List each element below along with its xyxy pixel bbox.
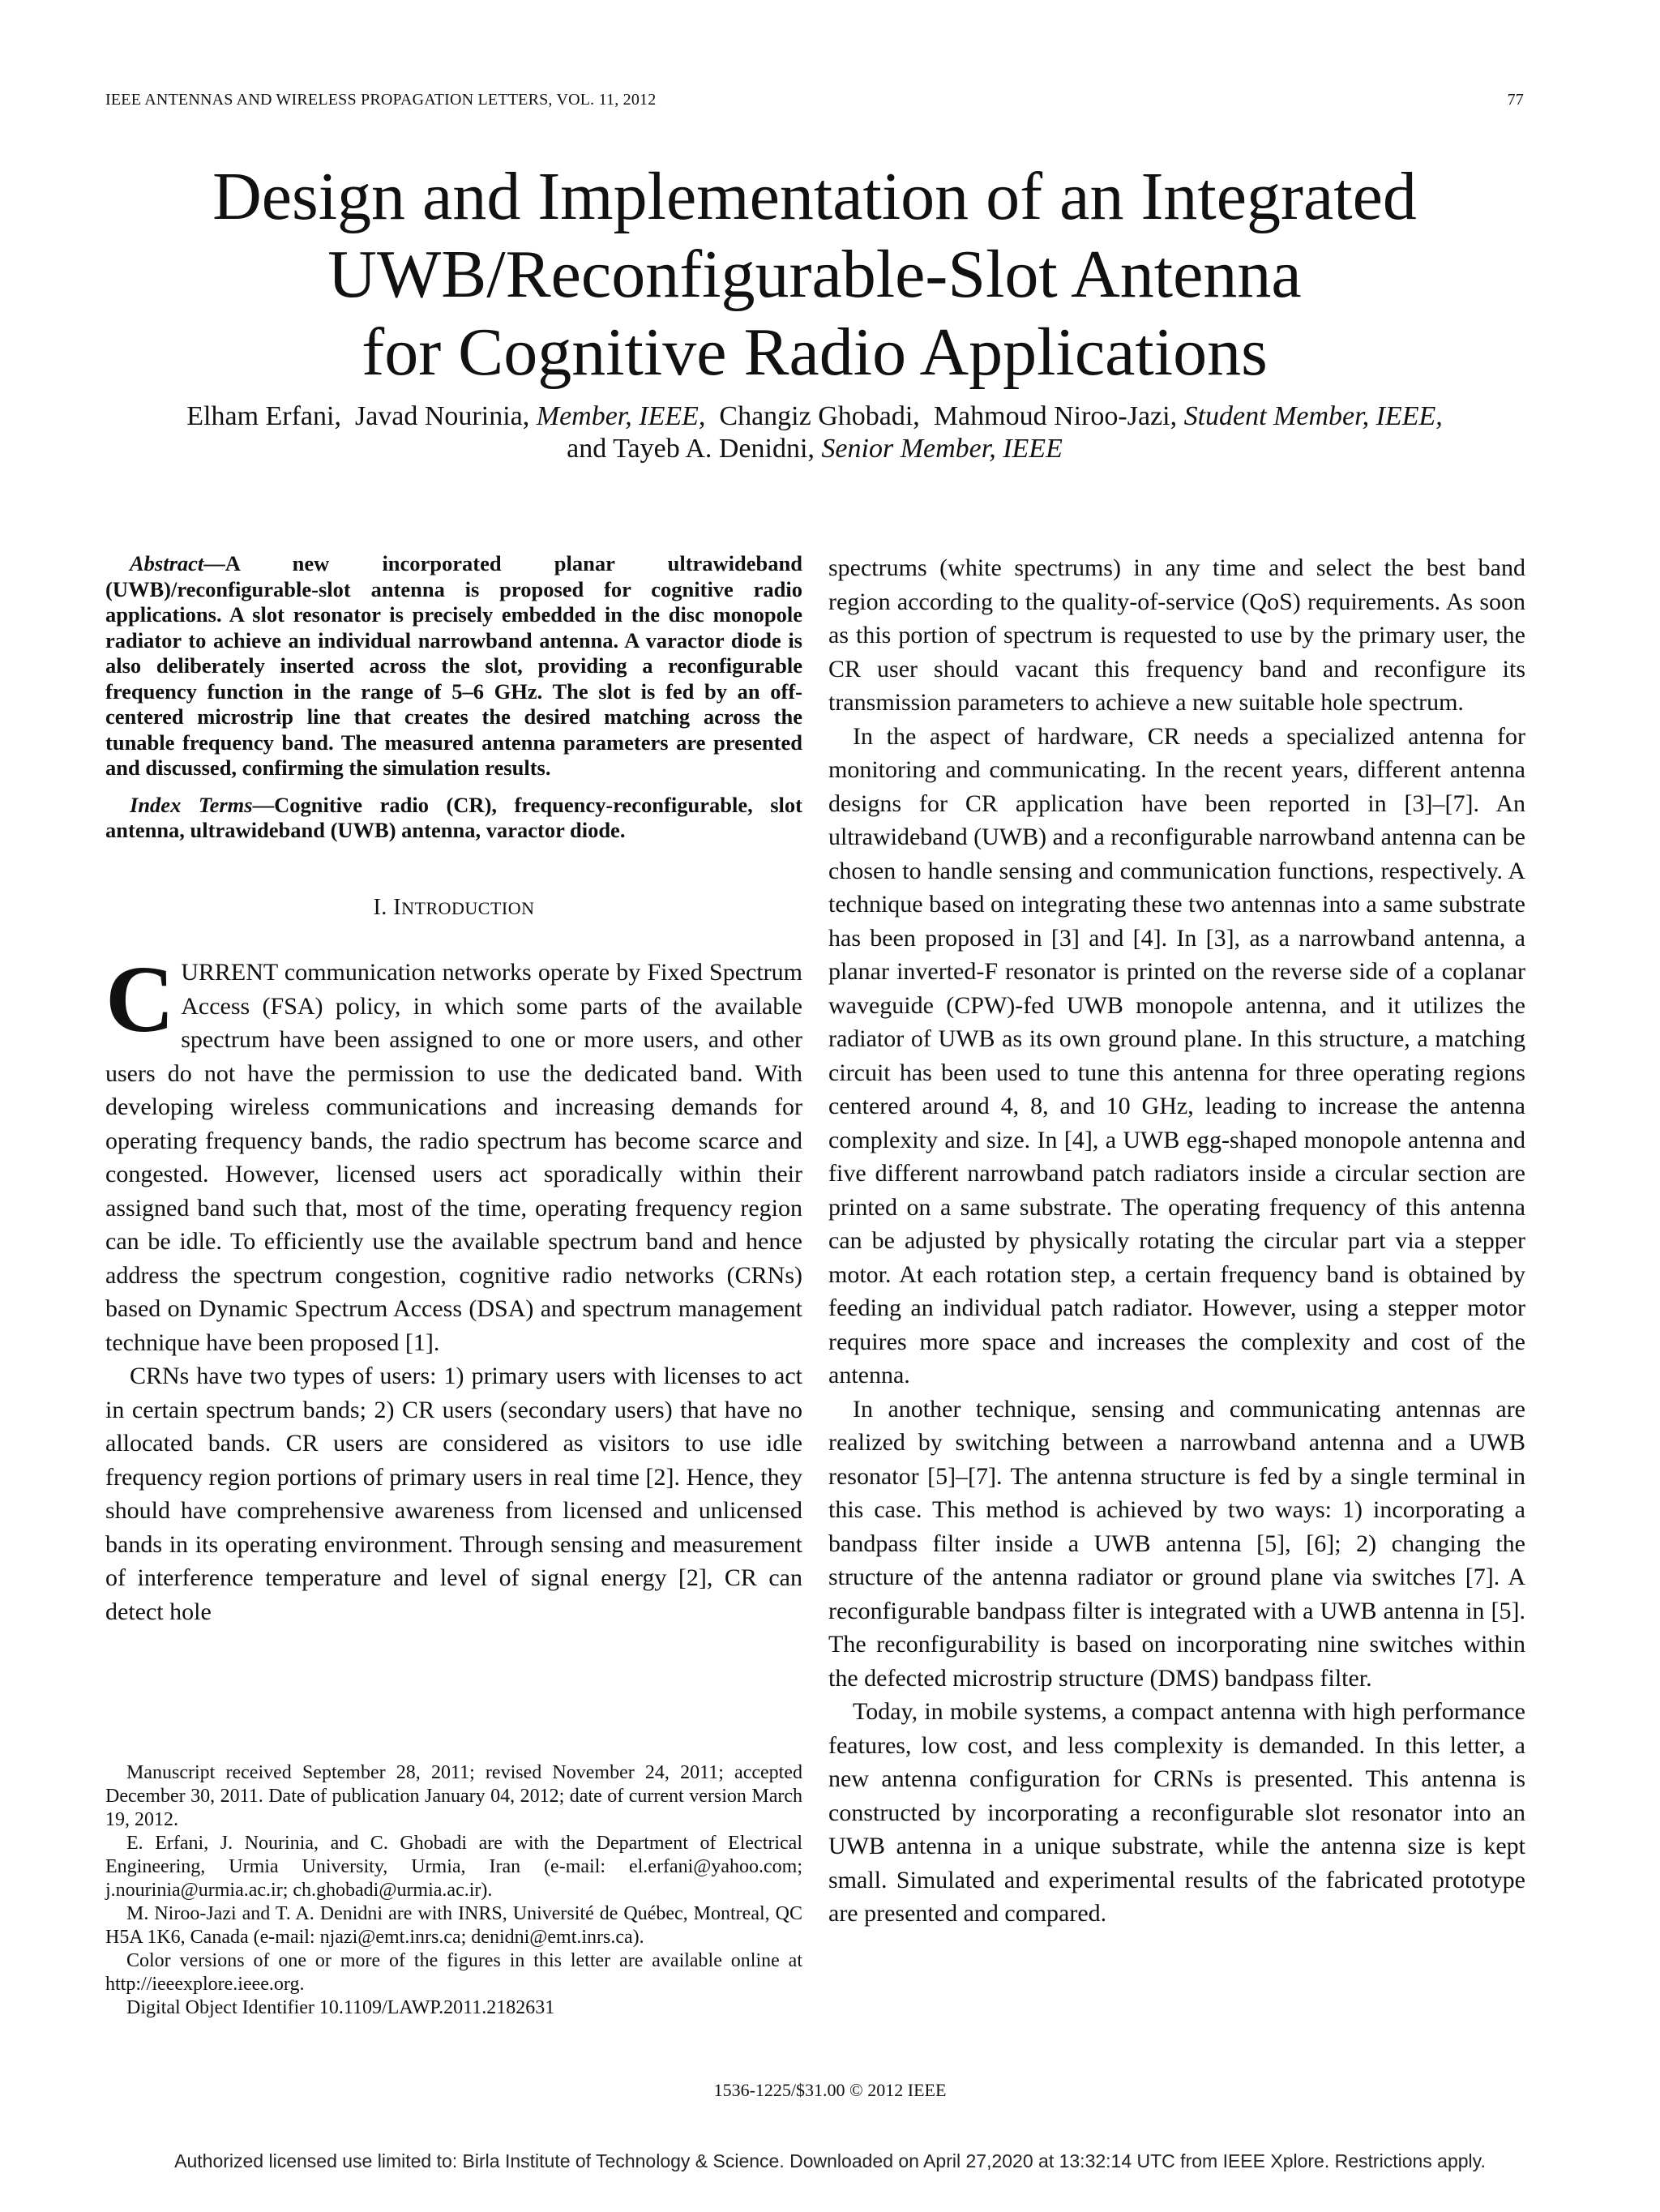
footnotes	[105, 1761, 802, 2020]
copyright-line: 1536-1225/$31.00 © 2012 IEEE	[713, 2080, 947, 2100]
author-name: Mahmoud Niroo-Jazi,	[933, 401, 1178, 431]
index-terms	[105, 793, 802, 844]
footnote-doi: Digital Object Identifier 10.1109/LAWP.2011.2182631	[126, 1997, 555, 2018]
author-line-1	[105, 400, 1524, 433]
drop-cap: C	[105, 946, 175, 1052]
page-number: 77	[1507, 91, 1524, 109]
intro-paragraph-1-text: communication networks operate by Fixed Spectrum Access (FSA) policy, in which some parts of the available spectrum have been assigned to one or more users, and other users do not have the permission to use the dedicated band. With developing wireless communications and increasing demands for operating frequency bands, the radio spectrum has become scarce and congested. However, licensed users act sporadically within their assigned band such that, most of the time, operating frequency region can be idle. To efficiently use the available spectrum band and hence address the spectrum congestion, cognitive radio networks (CRNs) based on Dynamic Spectrum Access (DSA) and spectrum management technique have been proposed [1].	[105, 959, 802, 1356]
section-numeral: I.	[373, 894, 387, 920]
author-list	[105, 400, 1524, 465]
abstract-label: Abstract	[130, 551, 204, 575]
abstract-paragraph	[105, 551, 802, 781]
author-affiliation: Senior Member, IEEE	[821, 434, 1063, 464]
intro-paragraph-1	[105, 946, 802, 1359]
right-paragraph-4: Today, in mobile systems, a compact antenna with high performance features, low cost, and less complexity is demanded. In this letter, a new antenna configuration for CRNs is presented. This antenna is constructed by incorporating a reconfigurable slot resonator into an UWB antenna in a unique substrate, while the antenna size is kept small. Simulated and experimental results of the fabricated prototype are presented and compared.	[828, 1698, 1525, 1927]
abstract-text: —A new incorporated planar ultrawideband (UWB)/reconfigurable-slot antenna is proposed for cognitive radio applications. A slot resonator is precisely embedded in the disc monopole radiator to achieve an individual narrowband antenna. A varactor diode is also deliberately inserted across the slot, providing a reconfigurable frequency function in the range of 5–6 GHz. The slot is fed by an off-centered microstrip line that creates the desired matching across the tunable frequency band. The measured antenna parameters are presented and discussed, confirming the simulation results.	[105, 551, 802, 780]
paper-title	[105, 158, 1524, 391]
author-affiliation: Member, IEEE,	[536, 401, 706, 431]
right-column	[828, 551, 1525, 1931]
footnote-affiliation-2: M. Niroo-Jazi and T. A. Denidni are with INRS, Université de Québec, Montreal, QC H5A 1K6, Canada (e-mail: njazi@emt.inrs.ca; denidni@emt.inrs.ca).	[105, 1903, 802, 1948]
lead-word: URRENT	[181, 959, 278, 986]
section-first-letter: I	[393, 894, 402, 920]
license-banner: Authorized licensed use limited to: Birla Institute of Technology & Science. Downloaded on April 27,2020 at 13:32:14 UTC from IEEE Xplore. Restrictions apply.	[174, 2150, 1486, 2171]
title-line-1: Design and Implementation of an Integrated	[212, 159, 1417, 234]
author-name: Elham Erfani,	[186, 401, 341, 431]
author-affiliation: Student Member, IEEE,	[1183, 401, 1443, 431]
footnote-manuscript: Manuscript received September 28, 2011; revised November 24, 2011; accepted December 30, 2011. Date of publication January 04, 2012; date of current version March 19, 2012.	[105, 1762, 802, 1830]
right-paragraph-1: spectrums (white spectrums) in any time and select the best band region according to the quality-of-service (QoS) requirements. As soon as this portion of spectrum is requested to use by the primary user, the CR user should vacant this frequency band and reconfigure its transmission parameters to achieve a new suitable hole spectrum.	[828, 554, 1525, 716]
index-terms-text: —Cognitive radio (CR), frequency-reconfigurable, slot antenna, ultrawideband (UWB) antenna, varactor diode.	[105, 792, 802, 842]
intro-paragraph-2: CRNs have two types of users: 1) primary users with licenses to act in certain spectrum bands; 2) CR users (secondary users) that have no allocated bands. CR users are considered as visitors to use idle frequency region portions of primary users in real time [2]. Hence, they should have comprehensive awareness from licensed and unlicensed bands in its operating environment. Through sensing and measurement of interference temperature and level of signal energy [2], CR can detect hole	[105, 1363, 802, 1625]
index-terms-label: Index Terms	[130, 792, 253, 817]
section-heading-introduction	[105, 891, 802, 926]
title-line-3: for Cognitive Radio Applications	[362, 314, 1268, 390]
author-line-2	[105, 433, 1524, 465]
footnote-color: Color versions of one or more of the figures in this letter are available online at http://ieeexplore.ieee.org.	[105, 1950, 802, 1995]
section-title-rest: NTRODUCTION	[401, 897, 535, 918]
author-name: Javad Nourinia,	[354, 401, 530, 431]
author-name: and Tayeb A. Denidni,	[567, 434, 815, 464]
title-line-2: UWB/Reconfigurable-Slot Antenna	[327, 237, 1302, 312]
journal-name: IEEE ANTENNAS AND WIRELESS PROPAGATION LETTERS, VOL. 11, 2012	[105, 91, 657, 109]
footnote-affiliation-1: E. Erfani, J. Nourinia, and C. Ghobadi are with the Department of Electrical Engineering, Urmia University, Urmia, Iran (e-mail: el.erfani@yahoo.com; j.nourinia@urmia.ac.ir; ch.ghobadi@urmia.ac.ir).	[105, 1833, 802, 1901]
left-column	[105, 551, 802, 1628]
right-paragraph-2: In the aspect of hardware, CR needs a specialized antenna for monitoring and communicating. In the recent years, different antenna designs for CR application have been reported in [3]–[7]. An ultrawideband (UWB) and a reconfigurable narrowband antenna can be chosen to handle sensing and communication functions, respectively. A technique based on integrating these two antennas into a same substrate has been proposed in [3] and [4]. In [3], as a narrowband antenna, a planar inverted-F resonator is printed on the reverse side of a coplanar waveguide (CPW)-fed UWB monopole antenna, and it utilizes the radiator of UWB as its own ground plane. In this structure, a matching circuit has been used to tune this antenna for three operating regions centered around 4, 8, and 10 GHz, leading to increase the antenna complexity and size. In [4], a UWB egg-shaped monopole antenna and five different narrowband patch radiators inside a circular section are printed on a same substrate. The operating frequency of this antenna can be adjusted by physically rotating the circular part via a stepper motor. At each rotation step, a certain frequency band is obtained by feeding an individual patch radiator. However, using a stepper motor requires more space and increases the complexity and cost of the antenna.	[828, 722, 1525, 1388]
abstract	[105, 551, 802, 844]
right-paragraph-3: In another technique, sensing and communicating antennas are realized by switching between a narrowband antenna and a UWB resonator [5]–[7]. The antenna structure is fed by a single terminal in this case. This method is achieved by two ways: 1) incorporating a bandpass filter inside a UWB antenna [5], [6]; 2) changing the structure of the antenna radiator or ground plane via switches [7]. A reconfigurable bandpass filter is integrated with a UWB antenna in [5]. The reconfigurability is based on incorporating nine switches within the defected microstrip structure (DMS) bandpass filter.	[828, 1395, 1525, 1692]
author-name: Changiz Ghobadi,	[719, 401, 920, 431]
